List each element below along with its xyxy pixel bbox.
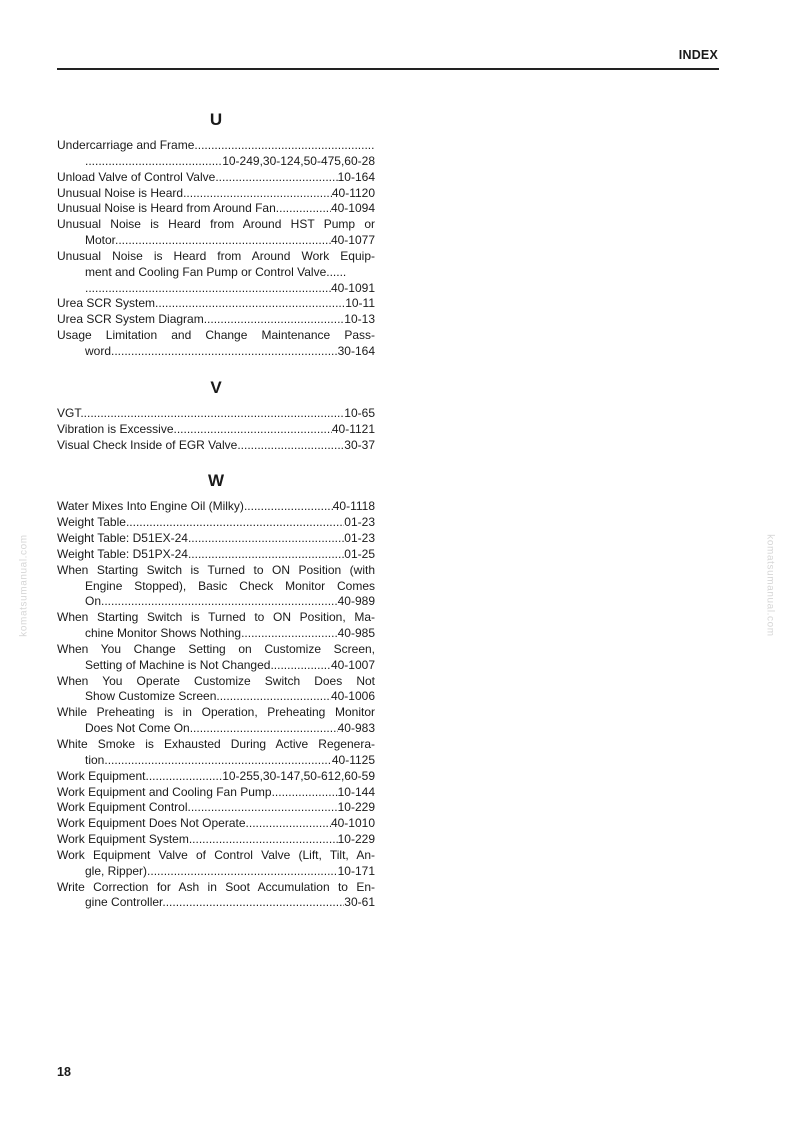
entry-page-ref: 40-1120 xyxy=(331,185,375,200)
entry-title: Setting of Machine is Not Changed ..... xyxy=(85,658,331,674)
entry-text: Unusual Noise is Heard from Around HST Pump or xyxy=(57,217,375,232)
entry-title: Unusual Noise is Heard ..... xyxy=(57,186,332,202)
entry-text: Write Correction for Ash in Soot Accumulation to En- xyxy=(57,879,375,894)
entry-page-ref: 01-23 xyxy=(344,531,375,546)
entry-line xyxy=(57,642,375,658)
entry-line xyxy=(57,832,375,848)
index-entry xyxy=(57,563,375,611)
entry-line xyxy=(57,233,375,249)
entry-line xyxy=(57,563,375,579)
page-number: 18 xyxy=(57,1065,71,1079)
entry-title: Show Customize Screen ..... xyxy=(85,689,331,705)
entry-page-ref: 40-1091 xyxy=(330,280,375,295)
index-section xyxy=(57,469,375,911)
header-title: INDEX xyxy=(678,48,718,62)
entry-line xyxy=(57,138,375,154)
entry-text: When Starting Switch is Turned to ON Position (with xyxy=(57,562,375,577)
entry-line xyxy=(57,658,375,674)
index-entry xyxy=(57,642,375,674)
entry-line xyxy=(57,531,375,547)
entry-title: Work Equipment System ..... xyxy=(57,832,338,848)
index-entry xyxy=(57,785,375,801)
watermark-left: komatsumanual.com xyxy=(18,534,30,637)
entry-page-ref: 10-229 xyxy=(337,832,375,847)
entry-line xyxy=(57,154,375,170)
entry-page-ref: 30-61 xyxy=(344,895,375,910)
index-entry xyxy=(57,328,375,360)
entry-line xyxy=(57,848,375,864)
entry-line xyxy=(57,499,375,515)
index-entry xyxy=(57,674,375,706)
entry-line xyxy=(57,816,375,832)
header-rule xyxy=(57,68,719,70)
index-entry xyxy=(57,769,375,785)
entry-title: Weight Table ..... xyxy=(57,515,344,531)
entry-line xyxy=(57,895,375,911)
entry-title: Unusual Noise is Heard from Around Fan ..... xyxy=(57,201,331,217)
entry-page-ref: 40-989 xyxy=(337,594,375,609)
entry-title: Work Equipment and Cooling Fan Pump ..... xyxy=(57,785,338,801)
entry-page-ref: 01-25 xyxy=(344,546,375,561)
entry-line xyxy=(57,547,375,563)
entry-text: When Starting Switch is Turned to ON Position, Ma- xyxy=(57,610,375,625)
entry-title: Undercarriage and Frame ..... xyxy=(57,138,375,154)
entry-title: Work Equipment Control ..... xyxy=(57,800,338,816)
index-entry xyxy=(57,312,375,328)
entry-page-ref: 40-1121 xyxy=(331,421,375,436)
entry-title: Water Mixes Into Engine Oil (Milky) ..... xyxy=(57,499,333,515)
index-entry xyxy=(57,186,375,202)
entry-line xyxy=(57,217,375,233)
index-entry xyxy=(57,170,375,186)
entry-page-ref: 10-171 xyxy=(337,863,375,878)
entry-title: Visual Check Inside of EGR Valve ..... xyxy=(57,438,344,454)
entry-text: While Preheating is in Operation, Preheating Monitor xyxy=(57,705,375,720)
section-letter: U xyxy=(209,110,223,129)
entry-title: Weight Table: D51PX-24 ..... xyxy=(57,547,344,563)
entry-page-ref: 40-1006 xyxy=(330,689,375,704)
entry-page-ref: 30-37 xyxy=(344,437,375,452)
entry-line xyxy=(57,705,375,721)
entry-line xyxy=(57,594,375,610)
entry-line xyxy=(57,769,375,785)
index-entry xyxy=(57,832,375,848)
entry-line xyxy=(57,800,375,816)
index-entry xyxy=(57,217,375,249)
entry-page-ref: 10-11 xyxy=(345,296,375,311)
entry-page-ref: 01-23 xyxy=(344,515,375,530)
entry-page-ref: 10-255,30-147,50-612,60-59 xyxy=(222,768,375,783)
entry-page-ref: 40-1118 xyxy=(332,499,375,514)
entry-text: White Smoke is Exhausted During Active Regenera- xyxy=(57,737,375,751)
entry-line xyxy=(57,201,375,217)
entry-page-ref: 10-13 xyxy=(344,312,375,327)
entry-title: Unload Valve of Control Valve ..... xyxy=(57,170,338,186)
index-entry xyxy=(57,880,375,912)
entry-line xyxy=(57,186,375,202)
index-entry xyxy=(57,610,375,642)
index-entry xyxy=(57,138,375,170)
index-entry xyxy=(57,816,375,832)
entry-line xyxy=(57,721,375,737)
index-entry xyxy=(57,422,375,438)
index-entry xyxy=(57,201,375,217)
entry-page-ref: 40-1125 xyxy=(331,752,375,767)
entry-line xyxy=(57,438,375,454)
entry-line xyxy=(57,689,375,705)
entry-line xyxy=(57,753,375,769)
index-entry xyxy=(57,406,375,422)
entry-title: Does Not Come On ..... xyxy=(85,721,338,737)
entry-title xyxy=(85,281,331,297)
index-entry xyxy=(57,848,375,880)
entry-line xyxy=(57,785,375,801)
entry-page-ref: 40-985 xyxy=(337,626,375,641)
entry-line xyxy=(57,579,375,595)
entry-line xyxy=(57,281,375,297)
entry-line xyxy=(57,249,375,265)
entry-page-ref: 10-229 xyxy=(337,800,375,815)
section-letter: V xyxy=(210,377,222,397)
entry-line xyxy=(57,265,375,281)
entry-line xyxy=(57,674,375,690)
entry-line xyxy=(57,170,375,186)
entry-title: chine Monitor Shows Nothing ..... xyxy=(85,626,338,642)
entry-line xyxy=(57,626,375,642)
entry-page-ref: 10-164 xyxy=(337,169,375,184)
entry-page-ref: 10-249,30-124,50-475,60-28 xyxy=(222,153,375,168)
entry-page-ref: 40-1007 xyxy=(330,657,375,672)
entry-text: Work Equipment Valve of Control Valve (Lift, Tilt, An- xyxy=(57,847,375,862)
entry-page-ref: 10-65 xyxy=(344,405,375,420)
entry-text: Unusual Noise is Heard from Around Work Equip- xyxy=(57,248,375,263)
entry-line xyxy=(57,312,375,328)
entry-title: tion ..... xyxy=(85,753,332,769)
index-section xyxy=(57,108,375,360)
entry-line xyxy=(57,880,375,896)
entry-title: Weight Table: D51EX-24 ..... xyxy=(57,531,344,547)
entry-title: VGT ..... xyxy=(57,406,344,422)
entry-page-ref: 40-1077 xyxy=(330,233,375,248)
entry-page-ref: 10-144 xyxy=(337,784,375,799)
index-entry xyxy=(57,438,375,454)
index-entry xyxy=(57,515,375,531)
entry-title: Work Equipment ..... xyxy=(57,769,222,785)
index-entry xyxy=(57,296,375,312)
index-entry xyxy=(57,249,375,297)
watermark-right: komatsumanual.com xyxy=(764,534,776,637)
entry-title: Vibration is Excessive ..... xyxy=(57,422,332,438)
index-section xyxy=(57,376,375,454)
entry-line xyxy=(57,610,375,626)
entry-line xyxy=(57,737,375,753)
entry-title: Motor ..... xyxy=(85,233,331,249)
entry-line xyxy=(57,328,375,344)
entry-title: Urea SCR System ..... xyxy=(57,296,345,312)
entry-line xyxy=(57,406,375,422)
entry-text: When You Change Setting on Customize Screen, xyxy=(57,641,375,656)
entry-page-ref: 40-983 xyxy=(337,721,375,736)
entry-page-ref: 40-1094 xyxy=(330,201,375,216)
entry-line xyxy=(57,864,375,880)
entry-text: Usage Limitation and Change Maintenance Pass- xyxy=(57,328,375,343)
entry-line xyxy=(57,515,375,531)
entry-title: On ..... xyxy=(85,594,338,610)
entry-title: word ..... xyxy=(85,344,338,360)
entry-line xyxy=(57,344,375,360)
index-column xyxy=(57,108,375,911)
entry-line xyxy=(57,296,375,312)
entry-title: Work Equipment Does Not Operate ..... xyxy=(57,816,331,832)
entry-title: gine Controller ..... xyxy=(85,895,344,911)
entry-text: Engine Stopped), Basic Check Monitor Comes xyxy=(85,578,375,593)
index-entry xyxy=(57,737,375,769)
index-entry xyxy=(57,705,375,737)
entry-title: gle, Ripper) ..... xyxy=(85,864,338,880)
index-entry xyxy=(57,547,375,563)
index-entry xyxy=(57,800,375,816)
entry-page-ref: 40-1010 xyxy=(330,816,375,831)
entry-title: Urea SCR System Diagram ..... xyxy=(57,312,344,328)
entry-text: When You Operate Customize Switch Does Not xyxy=(57,673,375,688)
section-letter: W xyxy=(207,471,225,491)
entry-text: ment and Cooling Fan Pump or Control Valve...... xyxy=(85,264,347,279)
entry-title xyxy=(85,154,222,170)
entry-page-ref: 30-164 xyxy=(337,343,375,358)
index-entry xyxy=(57,531,375,547)
index-entry xyxy=(57,499,375,515)
entry-line xyxy=(57,422,375,438)
